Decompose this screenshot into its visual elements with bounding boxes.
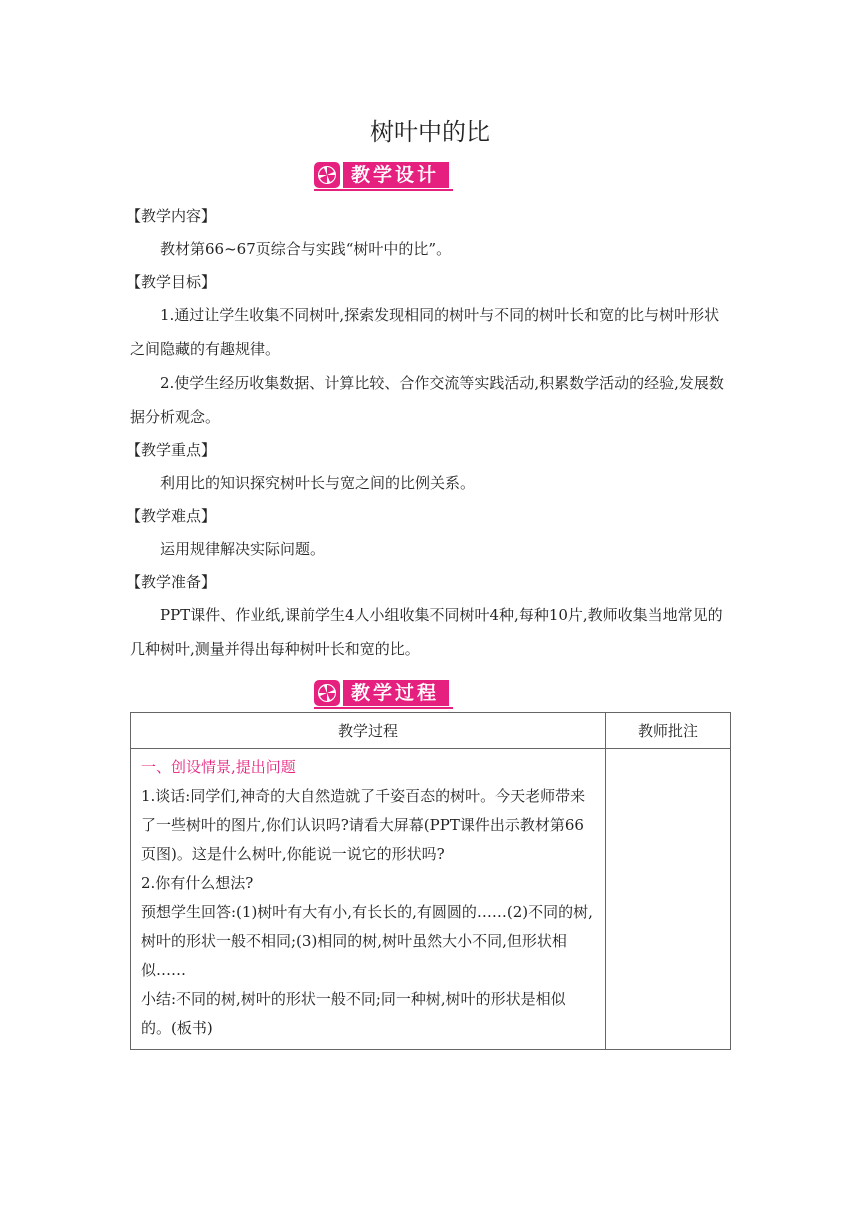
section-label-goals: 【教学目标】 xyxy=(126,273,217,291)
process-paragraph-3: 预想学生回答:(1)树叶有大有小,有长长的,有圆圆的……(2)不同的树,树叶的形状一般不相同;(3)相同的树,树叶虽然大小不同,但形状相似…… xyxy=(141,903,593,979)
lesson-plan-body xyxy=(126,200,730,666)
goal-item-1: 1.通过让学生收集不同树叶,探索发现相同的树叶与不同的树叶长和宽的比与树叶形状之间隐藏的有趣规律。 xyxy=(130,306,720,358)
section-label-key-point: 【教学重点】 xyxy=(126,441,217,459)
banner-teaching-process xyxy=(314,678,449,708)
banner-underline xyxy=(314,707,453,709)
page-title: 树叶中的比 xyxy=(370,118,490,146)
teacher-notes-cell xyxy=(606,749,731,1050)
process-paragraph-4: 小结:不同的树,树叶的形状一般不同;同一种树,树叶的形状是相似的。(板书) xyxy=(141,990,566,1037)
banner-label: 教学设计 xyxy=(343,162,449,188)
process-paragraph-1: 1.谈话:同学们,神奇的大自然造就了千姿百态的树叶。今天老师带来了一些树叶的图片,你们认识吗?请看大屏幕(PPT课件出示教材第66页图)。这是什么树叶,你能说一说它的形状吗? xyxy=(141,787,586,863)
goal-item-2: 2.使学生经历收集数据、计算比较、合作交流等实践活动,积累数学活动的经验,发展数据分析观念。 xyxy=(130,374,724,426)
section-label-prep: 【教学准备】 xyxy=(126,573,217,591)
key-point-text: 利用比的知识探究树叶长与宽之间的比例关系。 xyxy=(160,474,476,492)
section-label-difficulty: 【教学难点】 xyxy=(126,507,217,525)
column-header-process: 教学过程 xyxy=(131,713,606,749)
section-label-content: 【教学内容】 xyxy=(126,207,217,225)
pinwheel-logo-icon xyxy=(314,680,340,706)
pinwheel-logo-icon xyxy=(314,162,340,188)
prep-text: PPT课件、作业纸,课前学生4人小组收集不同树叶4种,每种10片,教师收集当地常见的几种树叶,测量并得出每种树叶长和宽的比。 xyxy=(130,606,723,658)
banner-underline xyxy=(314,189,453,191)
difficulty-text: 运用规律解决实际问题。 xyxy=(160,540,326,558)
table-row xyxy=(131,749,731,1050)
teaching-process-table xyxy=(130,712,731,1050)
process-section-title: 一、创设情景,提出问题 xyxy=(141,758,296,776)
content-text: 教材第66~67页综合与实践“树叶中的比”。 xyxy=(160,240,452,258)
process-paragraph-2: 2.你有什么想法? xyxy=(141,874,254,892)
banner-label: 教学过程 xyxy=(343,680,449,706)
process-cell xyxy=(131,749,606,1050)
column-header-notes: 教师批注 xyxy=(606,713,731,749)
banner-teaching-design xyxy=(314,160,449,190)
table-header-row xyxy=(131,713,731,749)
